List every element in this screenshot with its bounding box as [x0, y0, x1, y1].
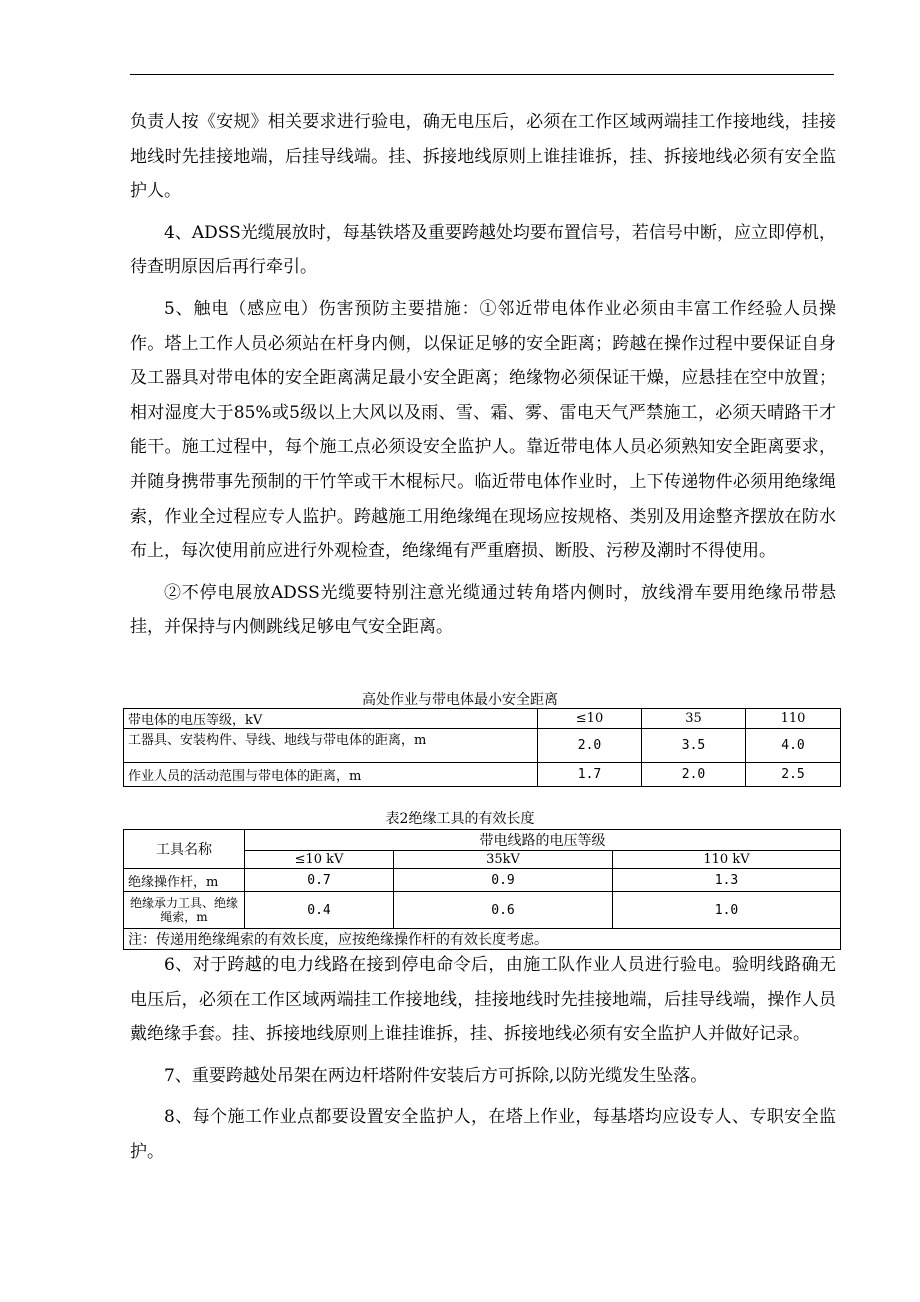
table2-cell: 1.0: [613, 892, 841, 929]
table1-header-cell: 35: [642, 709, 746, 729]
paragraph: ②不停电展放ADSS光缆要特别注意光缆通过转角塔内侧时，放线滑车要用绝缘吊带悬挂，并保持与内侧跳线足够电气安全距离。: [130, 582, 836, 638]
table1-header-cell: ≤10: [538, 709, 642, 729]
table2-subheader: 110 kV: [613, 851, 841, 869]
table2-subheader: ≤10 kV: [245, 851, 394, 869]
table1-cell: 3.5: [642, 729, 746, 763]
insulation-tool-table: [123, 829, 841, 950]
paragraph: 4、ADSS光缆展放时，每基铁塔及重要跨越处均要布置信号，若信号中断，应立即停机，待查明原因后再行牵引。: [130, 222, 836, 278]
table1-cell: 2.5: [746, 763, 841, 787]
table2-tool-header: 工具名称: [124, 830, 245, 869]
table1-header-label: 带电体的电压等级，kV: [124, 709, 538, 729]
table2-cell: 0.9: [394, 869, 613, 892]
table2-cell: 0.7: [245, 869, 394, 892]
table1-header-cell: 110: [746, 709, 841, 729]
table2-cell: 1.3: [613, 869, 841, 892]
paragraph: 7、重要跨越处吊架在两边杆塔附件安装后方可拆除,以防光缆发生坠落。: [164, 1065, 708, 1086]
table2-subheader: 35kV: [394, 851, 613, 869]
table2-caption: 表2绝缘工具的有效长度: [385, 811, 535, 827]
table2-row-label: 绝缘承力工具、绝缘绳索，m: [124, 892, 245, 929]
table2-row-label: 绝缘操作杆，m: [124, 869, 245, 892]
paragraph: 负责人按《安规》相关要求进行验电，确无电压后，必须在工作区域两端挂工作接地线，挂接地线时先挂接地端，后挂导线端。挂、拆接地线原则上谁挂谁拆，挂、拆接地线必须有安全监护人。: [130, 112, 836, 202]
table1-cell: 4.0: [746, 729, 841, 763]
table1-row-label: 作业人员的活动范围与带电体的距离，m: [124, 763, 538, 787]
paragraph: 8、每个施工作业点都要设置安全监护人，在塔上作业，每基塔均应设专人、专职安全监护。: [130, 1107, 836, 1162]
table2-group-header: 带电线路的电压等级: [245, 830, 841, 851]
table1-cell: 2.0: [642, 763, 746, 787]
table1-row-label: 工器具、安装构件、导线、地线与带电体的距离，m: [124, 729, 538, 763]
body-text-bottom: [130, 948, 836, 1170]
table1-cell: 2.0: [538, 729, 642, 763]
table2-note: 注：传递用绝缘绳索的有效长度，应按绝缘操作杆的有效长度考虑。: [124, 929, 841, 950]
table2-cell: 0.6: [394, 892, 613, 929]
table1-caption: 高处作业与带电体最小安全距离: [362, 692, 558, 708]
paragraph: 5、触电（感应电）伤害预防主要措施：①邻近带电体作业必须由丰富工作经验人员操作。塔上工作人员必须站在杆身内侧，以保证足够的安全距离；跨越在操作过程中要保证自身及工器具对带电体的安全距离满足最小安全距离；绝缘物必须保证干燥，应悬挂在空中放置；相对湿度大于85%或5级以上大风以及雨、雪、霜、雾、雷电天气严禁施工，必须天晴路干才能干。施工过程中，每个施工点必须设安全监护人。靠近带电体人员必须熟知安全距离要求，并随身携带事先预制的干竹竿或干木棍标尺。临近带电体作业时，上下传递物件必须用绝缘绳索，作业全过程应专人监护。跨越施工用绝缘绳在现场应按规格、类别及用途整齐摆放在防水布上，每次使用前应进行外观检查，绝缘绳有严重磨损、断股、污秽及潮时不得使用。: [130, 298, 836, 562]
body-text-top: [130, 105, 836, 645]
header-rule: [130, 74, 834, 75]
paragraph: 6、对于跨越的电力线路在接到停电命令后，由施工队作业人员进行验电。验明线路确无电压后，必须在工作区域两端挂工作接地线，挂接地线时先挂接地端，后挂导线端，操作人员戴绝缘手套。挂、拆接地线原则上谁挂谁拆，挂、拆接地线必须有安全监护人并做好记录。: [130, 955, 836, 1045]
table2-cell: 0.4: [245, 892, 394, 929]
table1-cell: 1.7: [538, 763, 642, 787]
safety-distance-table: [123, 708, 841, 787]
